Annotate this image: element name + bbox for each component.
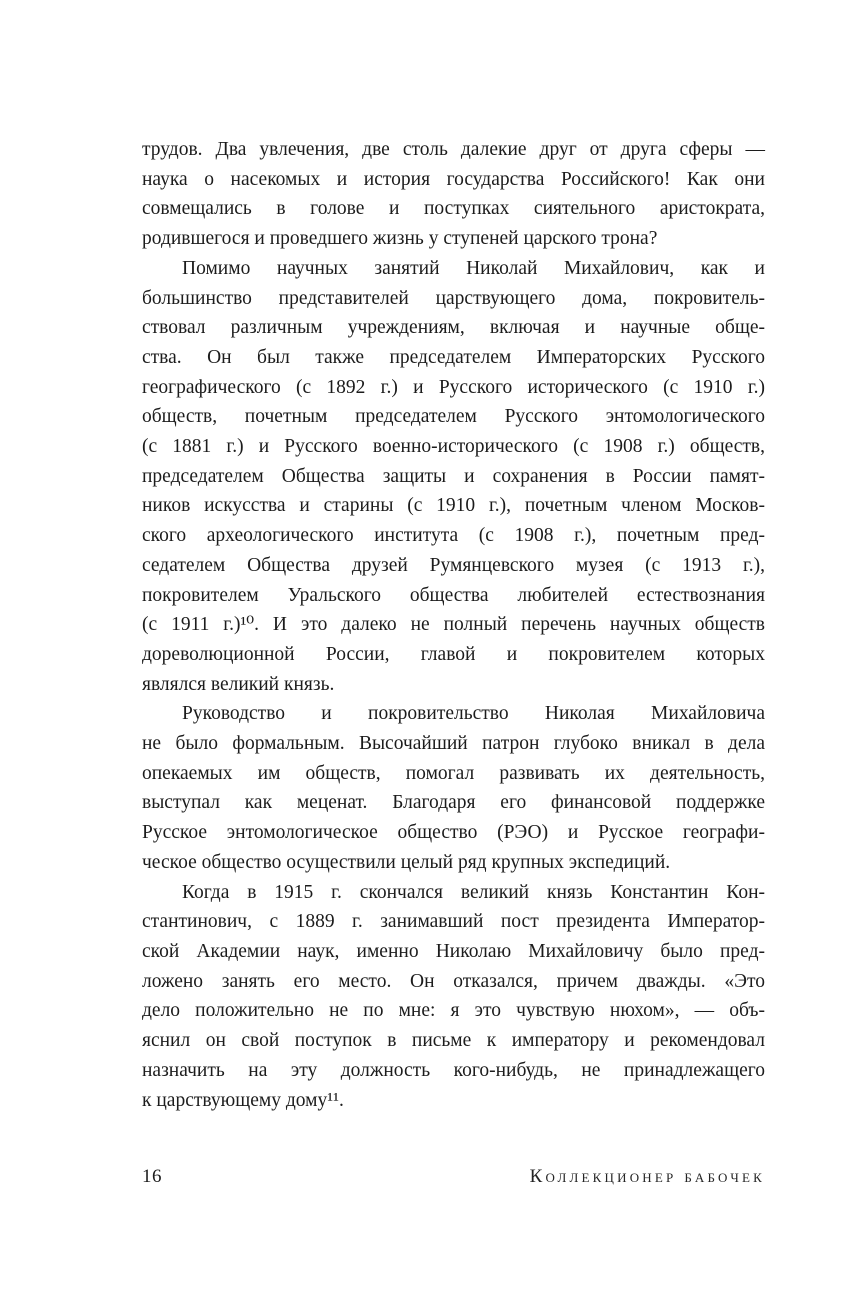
paragraph [142,699,765,877]
text-line: к царствующему дому¹¹. [142,1089,344,1111]
text-block [142,135,765,1115]
text-line: опекаемых им обществ, помогал развивать их деятельность, [142,762,765,784]
text-line: дело положительно не по мне: я это чувствую нюхом», — объ- [142,1000,765,1022]
page-footer [142,1166,765,1188]
text-line: Помимо научных занятий Николай Михайлович, как и [182,257,765,279]
text-line: не было формальным. Высочайший патрон глубоко вникал в дела [142,733,765,755]
text-line: ствовал различным учреждениям, включая и научные обще- [142,317,765,339]
text-line: обществ, почетным председателем Русского энтомологического [142,406,765,428]
text-line: председателем Общества защиты и сохранения в России памят- [142,465,765,487]
text-line: географического (с 1892 г.) и Русского исторического (с 1910 г.) [142,376,765,398]
text-line: седателем Общества друзей Румянцевского музея (с 1913 г.), [142,554,765,576]
text-line: Когда в 1915 г. скончался великий князь Константин Кон- [182,881,765,903]
text-line: покровителем Уральского общества любителей естествознания [142,584,765,606]
running-title: Коллекционер бабочек [529,1166,765,1187]
paragraph [142,135,765,254]
text-line: Руководство и покровительство Николая Михайловича [182,703,765,725]
paragraph [142,878,765,1116]
text-line: стантинович, с 1889 г. занимавший пост президента Император- [142,911,765,933]
text-line: наука о насекомых и история государства Российского! Как они [142,168,765,190]
paragraph [142,254,765,700]
text-line: являлся великий князь. [142,673,335,695]
text-line: ложено занять его место. Он отказался, причем дважды. «Это [142,970,765,992]
text-line: дореволюционной России, главой и покровителем которых [142,643,765,665]
page-number: 16 [142,1166,162,1187]
text-line: большинство представителей царствующего дома, покровитель- [142,287,765,309]
text-line: (с 1881 г.) и Русского военно-исторического (с 1908 г.) обществ, [142,436,765,458]
text-line: (с 1911 г.)¹⁰. И это далеко не полный перечень научных обществ [142,614,765,636]
text-line: ства. Он был также председателем Императорских Русского [142,346,765,368]
text-line: яснил он свой поступок в письме к императору и рекомендовал [142,1030,765,1052]
text-line: ческое общество осуществили целый ряд крупных экспедиций. [142,851,671,873]
text-line: назначить на эту должность кого-нибудь, не принадлежащего [142,1059,765,1081]
text-line: совмещались в голове и поступках сиятельного аристократа, [142,198,765,220]
text-line: ского археологического института (с 1908 г.), почетным пред- [142,525,765,547]
text-line: трудов. Два увлечения, две столь далекие друг от друга сферы — [142,139,765,160]
text-line: Русское энтомологическое общество (РЭО) и Русское географи- [142,822,765,844]
text-line: ской Академии наук, именно Николаю Михайловичу было пред- [142,940,765,962]
text-line: родившегося и проведшего жизнь у ступеней царского трона? [142,228,658,250]
text-line: ников искусства и старины (с 1910 г.), почетным членом Москов- [142,495,765,517]
text-line: выступал как меценат. Благодаря его финансовой поддержке [142,792,765,814]
